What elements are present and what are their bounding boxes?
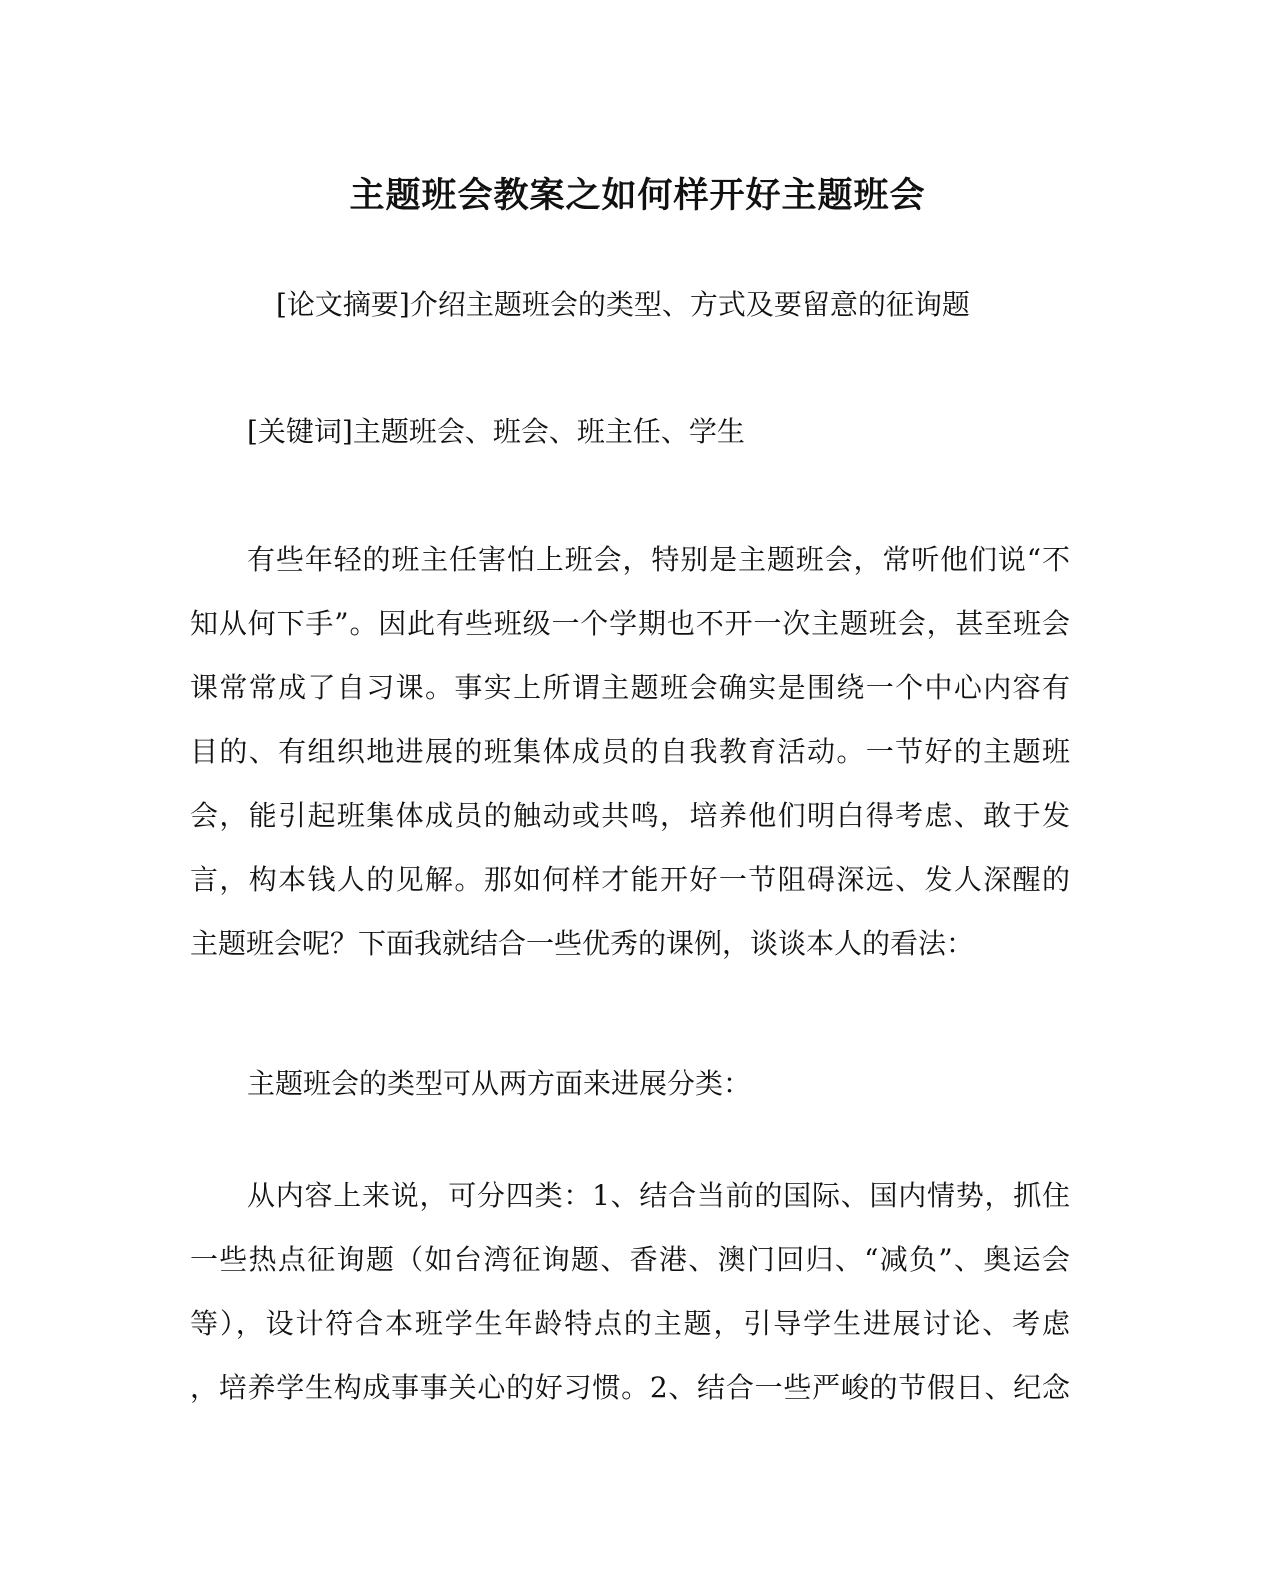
document-title: 主题班会教案之如何样开好主题班会 (349, 176, 926, 216)
paragraph-line: 一些热点征询题（如台湾征询题、香港、澳门回归、“减负”、奥运会 (190, 1243, 1070, 1276)
paragraph-line: 课常常成了自习课。事实上所谓主题班会确实是围绕一个中心内容有 (190, 671, 1070, 704)
paragraph-line: 目的、有组织地进展的班集体成员的自我教育活动。一节好的主题班 (190, 735, 1070, 768)
paragraph-content-types (190, 1164, 1070, 1420)
paragraph-line: 从内容上来说，可分四类：1、结合当前的国际、国内情势，抓住 (247, 1179, 1070, 1212)
paragraph-line: 主题班会呢？下面我就结合一些优秀的课例，谈谈本人的看法： (190, 927, 975, 960)
abstract-line: [论文摘要]介绍主题班会的类型、方式及要留意的征询题 (276, 288, 970, 321)
paragraph-line: ，培养学生构成事事关心的好习惯。2、结合一些严峻的节假日、纪念 (190, 1371, 1070, 1404)
paragraph-line: 主题班会的类型可从两方面来进展分类： (247, 1067, 752, 1100)
paragraph-line: 等），设计符合本班学生年龄特点的主题，引导学生进展讨论、考虑 (190, 1307, 1070, 1340)
keywords-line: [关键词]主题班会、班会、班主任、学生 (247, 415, 745, 448)
paragraph-line: 有些年轻的班主任害怕上班会，特别是主题班会，常听他们说“不 (247, 543, 1070, 576)
paragraph-line: 知从何下手”。因此有些班级一个学期也不开一次主题班会，甚至班会 (190, 607, 1070, 640)
paragraph-types (190, 1052, 1070, 1116)
paragraph-line: 会，能引起班集体成员的触动或共鸣，培养他们明白得考虑、敢于发 (190, 799, 1070, 832)
paragraph-intro (190, 528, 1070, 976)
paragraph-line: 言，构本钱人的见解。那如何样才能开好一节阻碍深远、发人深醒的 (190, 863, 1070, 896)
